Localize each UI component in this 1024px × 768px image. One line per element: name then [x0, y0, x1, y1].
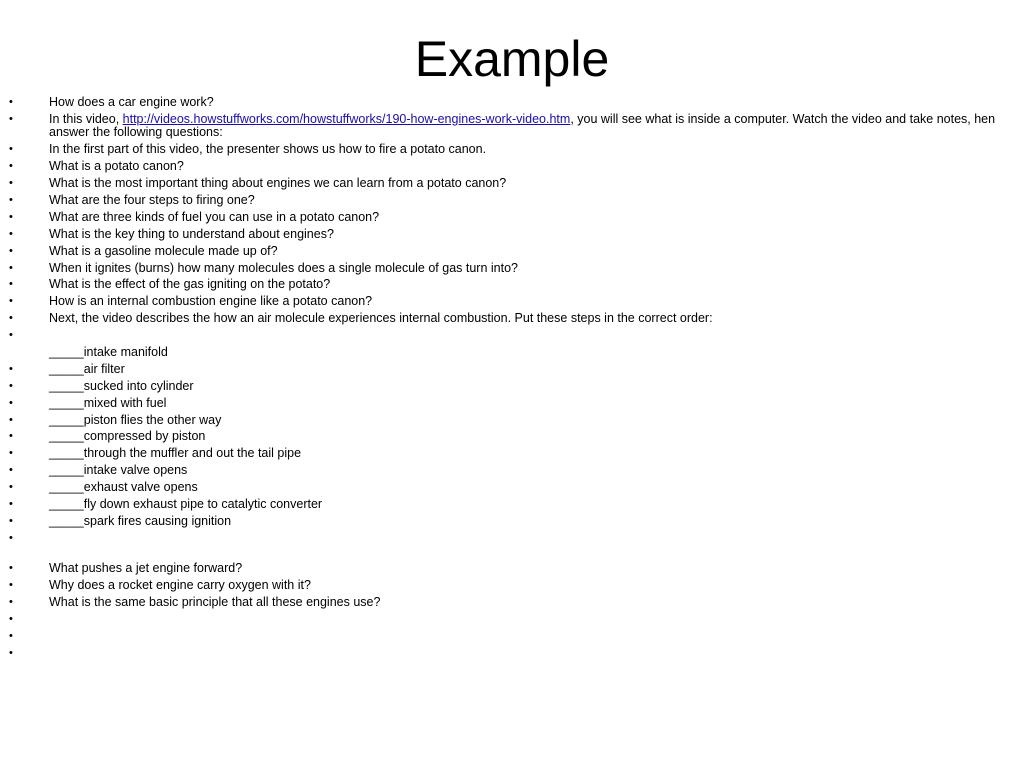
- bullet-dot: •: [9, 362, 13, 375]
- bullet-text: _____sucked into cylinder: [49, 378, 194, 393]
- bullet-dot: •: [9, 629, 13, 642]
- bullet-text: _____spark fires causing ignition: [49, 513, 232, 528]
- bullet-item: [0, 579, 1024, 593]
- bullet-dot: •: [9, 112, 13, 125]
- bullet-dot: •: [9, 143, 13, 156]
- bullet-text: What is the most important thing about engines we can learn from a potato canon?: [49, 176, 507, 191]
- bullet-dot: •: [9, 329, 13, 342]
- bullet-item: [0, 160, 1024, 174]
- bullet-text: What is a gasoline molecule made up of?: [49, 243, 278, 258]
- bullet-item: [0, 464, 1024, 478]
- bullet-item: [0, 430, 1024, 444]
- bullet-item: [0, 262, 1024, 276]
- bullet-text: _____piston flies the other way: [49, 412, 222, 427]
- bullet-text: Next, the video describes the how an air molecule experiences internal combustion. Put these steps in the correct order:: [49, 311, 713, 326]
- bullet-dot: •: [9, 379, 13, 392]
- bullet-dot: •: [9, 278, 13, 291]
- bullet-dot: •: [9, 531, 13, 544]
- bullet-dot: •: [9, 481, 13, 494]
- bullet-item: [0, 613, 1024, 627]
- bullet-text: _____air filter: [49, 361, 125, 376]
- unbulleted-line: [0, 346, 1024, 360]
- bullet-dot: •: [9, 514, 13, 527]
- bullet-item: [0, 363, 1024, 377]
- bullet-text: What are the four steps to firing one?: [49, 192, 255, 207]
- bullet-item: [0, 211, 1024, 225]
- bullet-text-after-link: , you will see what is inside a computer. Watch the video and take notes, hen answer the following questions:: [49, 111, 996, 140]
- bullet-dot: •: [9, 295, 13, 308]
- bullet-text: In the first part of this video, the presenter shows us how to fire a potato canon.: [49, 142, 487, 157]
- bullet-item: [0, 414, 1024, 428]
- bullet-item: [0, 515, 1024, 529]
- bullet-dot: •: [9, 579, 13, 592]
- bullet-item: [0, 177, 1024, 191]
- bullet-dot: •: [9, 261, 13, 274]
- bullet-text-before-link: In this video,: [49, 111, 123, 126]
- bullet-text: _____fly down exhaust pipe to catalytic converter: [49, 496, 323, 511]
- bullet-item: [0, 498, 1024, 512]
- bullet-item: [0, 481, 1024, 495]
- bullet-item: [0, 194, 1024, 208]
- bullet-item: [0, 113, 1024, 140]
- bullet-text: _____through the muffler and out the tail pipe: [49, 446, 302, 461]
- bullet-text: What is the effect of the gas igniting on the potato?: [49, 277, 331, 292]
- bullet-dot: •: [9, 596, 13, 609]
- video-link[interactable]: http://videos.howstuffworks.com/howstuffworks/190-how-engines-work-video.htm: [122, 111, 571, 126]
- bullet-list: [0, 96, 1024, 664]
- bullet-item: [0, 562, 1024, 576]
- bullet-dot: •: [9, 430, 13, 443]
- bullet-item: [0, 278, 1024, 292]
- bullet-item: [0, 447, 1024, 461]
- bullet-item: [0, 143, 1024, 157]
- bullet-dot: •: [9, 312, 13, 325]
- bullet-item: [0, 329, 1024, 343]
- bullet-text: What is the same basic principle that all these engines use?: [49, 595, 381, 610]
- bullet-item: [0, 647, 1024, 661]
- bullet-text: _____compressed by piston: [49, 429, 206, 444]
- bullet-dot: •: [9, 612, 13, 625]
- bullet-dot: •: [9, 562, 13, 575]
- bullet-dot: •: [9, 244, 13, 257]
- bullet-text: When it ignites (burns) how many molecules does a single molecule of gas turn into?: [49, 260, 518, 275]
- bullet-dot: •: [9, 413, 13, 426]
- slide-title: Example: [414, 31, 610, 87]
- bullet-text: _____intake valve opens: [49, 463, 188, 478]
- bullet-dot: •: [9, 193, 13, 206]
- bullet-dot: •: [9, 464, 13, 477]
- bullet-item: [0, 596, 1024, 610]
- bullet-item: [0, 295, 1024, 309]
- bullet-text: How is an internal combustion engine like a potato canon?: [49, 294, 373, 309]
- bullet-text: _____mixed with fuel: [49, 395, 167, 410]
- bullet-text: How does a car engine work?: [49, 95, 214, 109]
- bullet-item: [0, 312, 1024, 326]
- bullet-dot: •: [9, 646, 13, 659]
- bullet-text: What are three kinds of fuel you can use in a potato canon?: [49, 209, 380, 224]
- bullet-dot: •: [9, 396, 13, 409]
- bullet-item: [0, 532, 1024, 546]
- bullet-item: [0, 96, 1024, 110]
- bullet-item: [0, 380, 1024, 394]
- bullet-text: _____exhaust valve opens: [49, 480, 198, 495]
- bullet-item: [0, 630, 1024, 644]
- bullet-dot: •: [9, 447, 13, 460]
- bullet-text: What is a potato canon?: [49, 159, 184, 174]
- bullet-item: [0, 397, 1024, 411]
- bullet-dot: •: [9, 227, 13, 240]
- bullet-dot: •: [9, 210, 13, 223]
- bullet-text: Why does a rocket engine carry oxygen with it?: [49, 578, 311, 593]
- bullet-text: What pushes a jet engine forward?: [49, 561, 243, 576]
- bullet-text: What is the key thing to understand about engines?: [49, 226, 334, 241]
- bullet-item: [0, 228, 1024, 242]
- bullet-dot: •: [9, 160, 13, 173]
- bullet-dot: •: [9, 497, 13, 510]
- bullet-dot: •: [9, 177, 13, 190]
- bullet-item: [0, 245, 1024, 259]
- bullet-text: _____intake manifold: [49, 344, 168, 359]
- bullet-dot: •: [9, 96, 13, 108]
